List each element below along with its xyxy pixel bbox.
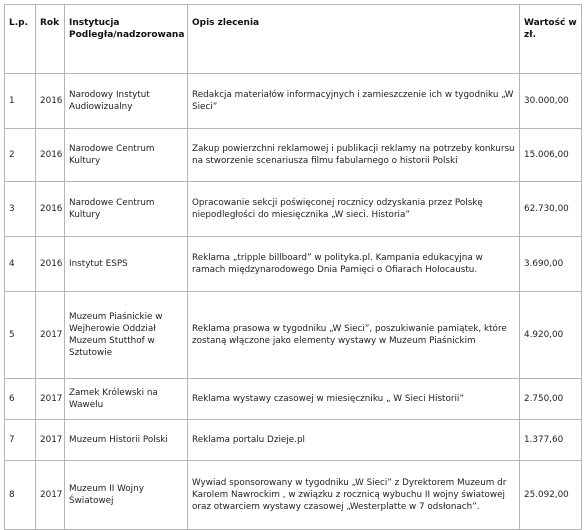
cell-institution: Muzeum II Wojny Światowej bbox=[65, 461, 188, 530]
cell-institution: Narodowe Centrum Kultury bbox=[65, 129, 188, 182]
header-lp: L.p. bbox=[5, 5, 36, 74]
cell-value: 1.377,60 bbox=[520, 420, 582, 461]
cell-description: Reklama prasowa w tygodniku „W Sieci”, poszukiwanie pamiątek, które zostaną włączone jako elementy wystawy w Muzeum Piaśnickim bbox=[188, 292, 520, 379]
header-rok: Rok bbox=[36, 5, 65, 74]
contracts-table bbox=[4, 4, 582, 530]
cell-lp: 4 bbox=[5, 237, 36, 292]
table-row bbox=[5, 292, 582, 379]
cell-rok: 2017 bbox=[36, 461, 65, 530]
cell-lp: 3 bbox=[5, 182, 36, 237]
cell-rok: 2016 bbox=[36, 237, 65, 292]
cell-value: 3.690,00 bbox=[520, 237, 582, 292]
cell-lp: 1 bbox=[5, 74, 36, 129]
cell-institution: Muzeum Piaśnickie w Wejherowie Oddział Muzeum Stutthof w Sztutowie bbox=[65, 292, 188, 379]
table-row bbox=[5, 74, 582, 129]
table-row bbox=[5, 182, 582, 237]
cell-value: 62.730,00 bbox=[520, 182, 582, 237]
table-row bbox=[5, 461, 582, 530]
cell-lp: 2 bbox=[5, 129, 36, 182]
table-row bbox=[5, 237, 582, 292]
cell-description: Redakcja materiałów informacyjnych i zamieszczenie ich w tygodniku „W Sieci” bbox=[188, 74, 520, 129]
contracts-table-container bbox=[4, 4, 581, 530]
header-description: Opis zlecenia bbox=[188, 5, 520, 74]
cell-description: Reklama „tripple billboard” w polityka.pl. Kampania edukacyjna w ramach międzynarodowego Dnia Pamięci o Ofiarach Holocaustu. bbox=[188, 237, 520, 292]
cell-description: Reklama portalu Dzieje.pl bbox=[188, 420, 520, 461]
cell-institution: Narodowy Instytut Audiowizualny bbox=[65, 74, 188, 129]
cell-description: Wywiad sponsorowany w tygodniku „W Sieci” z Dyrektorem Muzeum dr Karolem Nawrockim , w związku z rocznicą wybuchu II wojny światowej oraz otwarciem wystawy czasowej „Westerplatte w 7 odsłonach”. bbox=[188, 461, 520, 530]
cell-lp: 6 bbox=[5, 379, 36, 420]
cell-value: 4.920,00 bbox=[520, 292, 582, 379]
table-row bbox=[5, 129, 582, 182]
cell-value: 25.092,00 bbox=[520, 461, 582, 530]
cell-institution: Instytut ESPS bbox=[65, 237, 188, 292]
cell-institution: Zamek Królewski na Wawelu bbox=[65, 379, 188, 420]
table-header-row bbox=[5, 5, 582, 74]
cell-value: 2.750,00 bbox=[520, 379, 582, 420]
cell-description: Reklama wystawy czasowej w miesięczniku „ W Sieci Historii” bbox=[188, 379, 520, 420]
header-value: Wartość w zł. bbox=[520, 5, 582, 74]
cell-value: 15.006,00 bbox=[520, 129, 582, 182]
cell-description: Zakup powierzchni reklamowej i publikacji reklamy na potrzeby konkursu na stworzenie scenariusza filmu fabularnego o historii Polski bbox=[188, 129, 520, 182]
cell-rok: 2016 bbox=[36, 182, 65, 237]
cell-lp: 5 bbox=[5, 292, 36, 379]
table-row bbox=[5, 379, 582, 420]
cell-value: 30.000,00 bbox=[520, 74, 582, 129]
cell-institution: Muzeum Historii Polski bbox=[65, 420, 188, 461]
cell-lp: 7 bbox=[5, 420, 36, 461]
cell-rok: 2016 bbox=[36, 129, 65, 182]
cell-institution: Narodowe Centrum Kultury bbox=[65, 182, 188, 237]
header-institution: Instytucja Podległa/nadzorowana bbox=[65, 5, 188, 74]
cell-description: Opracowanie sekcji poświęconej rocznicy odzyskania przez Polskę niepodległości do miesięcznika „W sieci. Historia” bbox=[188, 182, 520, 237]
cell-rok: 2017 bbox=[36, 379, 65, 420]
cell-rok: 2017 bbox=[36, 292, 65, 379]
table-row bbox=[5, 420, 582, 461]
cell-rok: 2017 bbox=[36, 420, 65, 461]
cell-lp: 8 bbox=[5, 461, 36, 530]
cell-rok: 2016 bbox=[36, 74, 65, 129]
